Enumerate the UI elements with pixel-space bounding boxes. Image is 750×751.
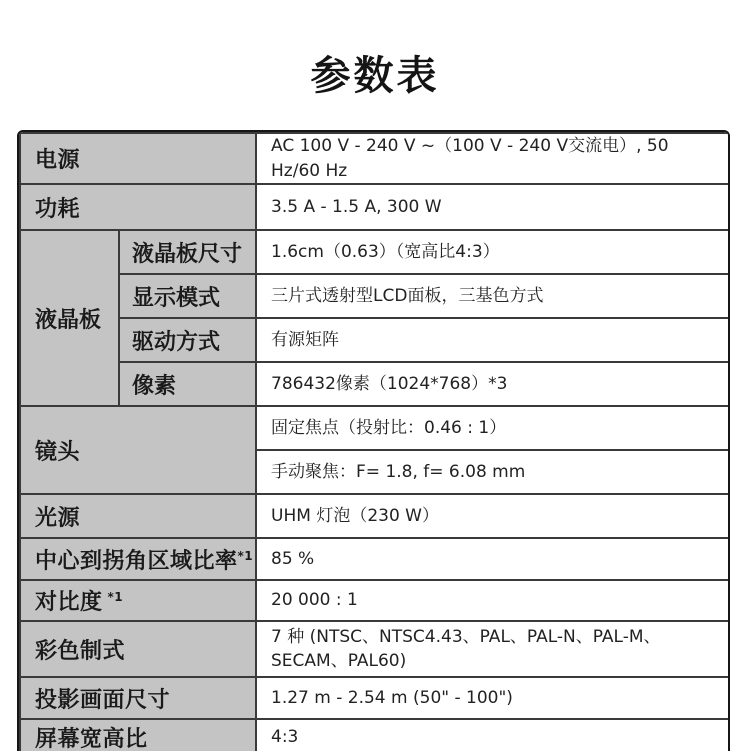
- row-lens-fixed-focus: [20, 406, 730, 450]
- row-color-system: [20, 621, 730, 677]
- row-lcd-drive-method-value: 有源矩阵: [256, 318, 730, 362]
- spec-table: [17, 130, 730, 751]
- row-lcd-display-mode: [20, 274, 730, 318]
- row-contrast: [20, 580, 730, 621]
- row-power: [20, 133, 730, 184]
- row-light-source-value: UHM 灯泡（230 W）: [256, 494, 730, 538]
- lcd-group-label: 液晶板: [20, 230, 119, 406]
- row-corner-ratio: [20, 538, 730, 580]
- row-lcd-drive-method: [20, 318, 730, 362]
- row-aspect-ratio-value: 4:3: [256, 719, 730, 751]
- row-lens-label: 镜头: [20, 406, 256, 494]
- row-aspect-ratio: [20, 719, 730, 751]
- row-aspect-ratio-label: 屏幕宽高比: [20, 719, 256, 751]
- row-lcd-size-value: 1.6cm（0.63）（宽高比4:3）: [256, 230, 730, 274]
- row-lcd-drive-method-label: 驱动方式: [119, 318, 256, 362]
- row-lens-fixed-focus-value: 固定焦点（投射比：0.46 : 1）: [256, 406, 730, 450]
- row-light-source: [20, 494, 730, 538]
- row-power-label: 电源: [20, 133, 256, 184]
- row-power-value: AC 100 V - 240 V ~（100 V - 240 V交流电）, 50 Hz/60 Hz: [256, 133, 730, 184]
- row-lcd-display-mode-value: 三片式透射型LCD面板，三基色方式: [256, 274, 730, 318]
- row-lcd-display-mode-label: 显示模式: [119, 274, 256, 318]
- page-title: 参数表: [310, 53, 440, 99]
- row-consumption: [20, 184, 730, 230]
- footnote-marker: *1: [237, 548, 254, 563]
- row-lcd-size-label: 液晶板尺寸: [119, 230, 256, 274]
- row-image-size: [20, 677, 730, 719]
- row-color-system-value: 7 种 (NTSC、NTSC4.43、PAL、PAL-N、PAL-M、SECAM、PAL60): [256, 621, 730, 677]
- row-image-size-label: 投影画面尺寸: [20, 677, 256, 719]
- row-light-source-label: 光源: [20, 494, 256, 538]
- row-image-size-value: 1.27 m - 2.54 m (50" - 100"): [256, 677, 730, 719]
- row-contrast-label: 对比度 $^{*1}$: [20, 580, 256, 621]
- row-consumption-value: 3.5 A - 1.5 A, 300 W: [256, 184, 730, 230]
- row-lcd-size: [20, 230, 730, 274]
- row-color-system-label: 彩色制式: [20, 621, 256, 677]
- row-contrast-value: 20 000 : 1: [256, 580, 730, 621]
- row-corner-ratio-value: 85 %: [256, 538, 730, 580]
- row-lcd-pixels: [20, 362, 730, 406]
- row-lens-manual-focus-value: 手动聚焦：F= 1.8, f= 6.08 mm: [256, 450, 730, 494]
- footnote-marker: *1: [107, 590, 124, 605]
- row-lcd-pixels-label: 像素: [119, 362, 256, 406]
- row-lcd-pixels-value: 786432像素（1024*768）*3: [256, 362, 730, 406]
- row-consumption-label: 功耗: [20, 184, 256, 230]
- row-corner-ratio-label: 中心到拐角区域比率$^{*1}$: [20, 538, 256, 580]
